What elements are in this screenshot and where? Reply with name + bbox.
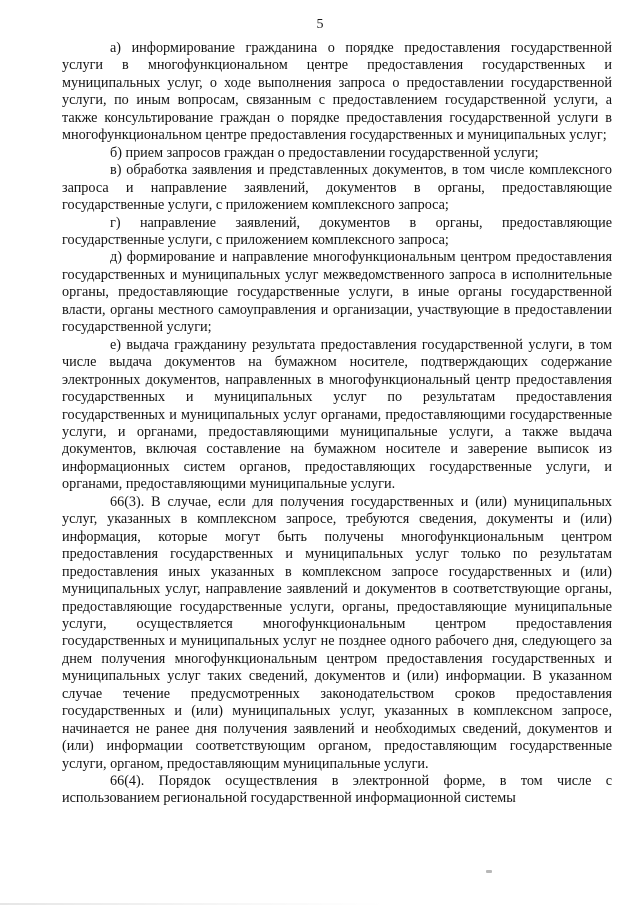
paragraph-item-d: д) формирование и направление многофункциональным центром предоставления государственных и муниципальных услуг межведомственного запроса в исполнительные органы, предоставляющие государственные услуги, в иные органы государственной власти, органы местного самоуправления и организации, участвующие в предоставлении государственной услуги; (62, 249, 612, 336)
paragraph-66-4: 66(4). Порядок осуществления в электронной форме, в том числе с использованием региональной государственной информационной системы (62, 773, 612, 807)
paragraph-item-a: а) информирование гражданина о порядке предоставления государственной услуги в многофункциональном центре предоставления государственных и муниципальных услуг, о ходе выполнения запроса о предоставлении государственной услуги, по иным вопросам, связанным с предоставлением государственной услуги, а также консультирование граждан о порядке предоставления государственной услуги в многофункциональном центре предоставления государственных и муниципальных услуг; (62, 40, 612, 144)
page-number: 5 (316, 17, 324, 32)
paragraph-item-b: б) прием запросов граждан о предоставлении государственной услуги; (110, 144, 539, 161)
document-body (62, 40, 612, 808)
paragraph-item-g: г) направление заявлений, документов в органы, предоставляющие государственные услуги, с приложением комплексного запроса; (62, 214, 612, 248)
paragraph-item-v: в) обработка заявления и представленных документов, в том числе комплексного запроса и направление заявлений, документов в органы, предоставляющие государственные услуги, с приложением комплексного запроса; (62, 162, 612, 214)
paragraph-66-3: 66(3). В случае, если для получения государственных и (или) муниципальных услуг, указанных в комплексном запросе, требуются сведения, документы и (или) информация, которые могут быть получены многофункциональным центром предоставления государственных и муниципальных услуг только по результатам предоставления иных указанных в комплексном запросе государственных и (или) муниципальных услуг, направление заявлений и документов в соответствующие органы, предоставляющие государственные услуги, органы, предоставляющие муниципальные услуги, осуществляется многофункциональным центром предоставления государственных и муниципальных услуг не позднее одного рабочего дня, следующего за днем получения многофункциональным центром предоставления государственных и муниципальных услуг таких сведений, документов и (или) информации. В указанном случае течение предусмотренных законодательством сроков предоставления государственных и (или) муниципальных услуг, указанных в комплексном запросе, начинается не ранее дня получения заявлений и необходимых сведений, документов и (или) информации соответствующим органом, предоставляющим государственные услуги, органом, предоставляющим муниципальные услуги. (62, 493, 612, 772)
scan-artifact (486, 870, 492, 873)
paragraph-item-e: е) выдача гражданину результата предоставления государственной услуги, в том числе выдача документов на бумажном носителе, подтверждающих содержание электронных документов, направленных в многофункциональный центр предоставления государственных и муниципальных услуг по результатам предоставления государственных и муниципальных услуг органами, предоставляющими государственные услуги, и органами, предоставляющими муниципальные услуги, а также выдача документов, включая составление на бумажном носителе и заверение выписок из информационных систем органов, предоставляющих государственные услуги, и органами, предоставляющими муниципальные услуги. (62, 336, 612, 493)
